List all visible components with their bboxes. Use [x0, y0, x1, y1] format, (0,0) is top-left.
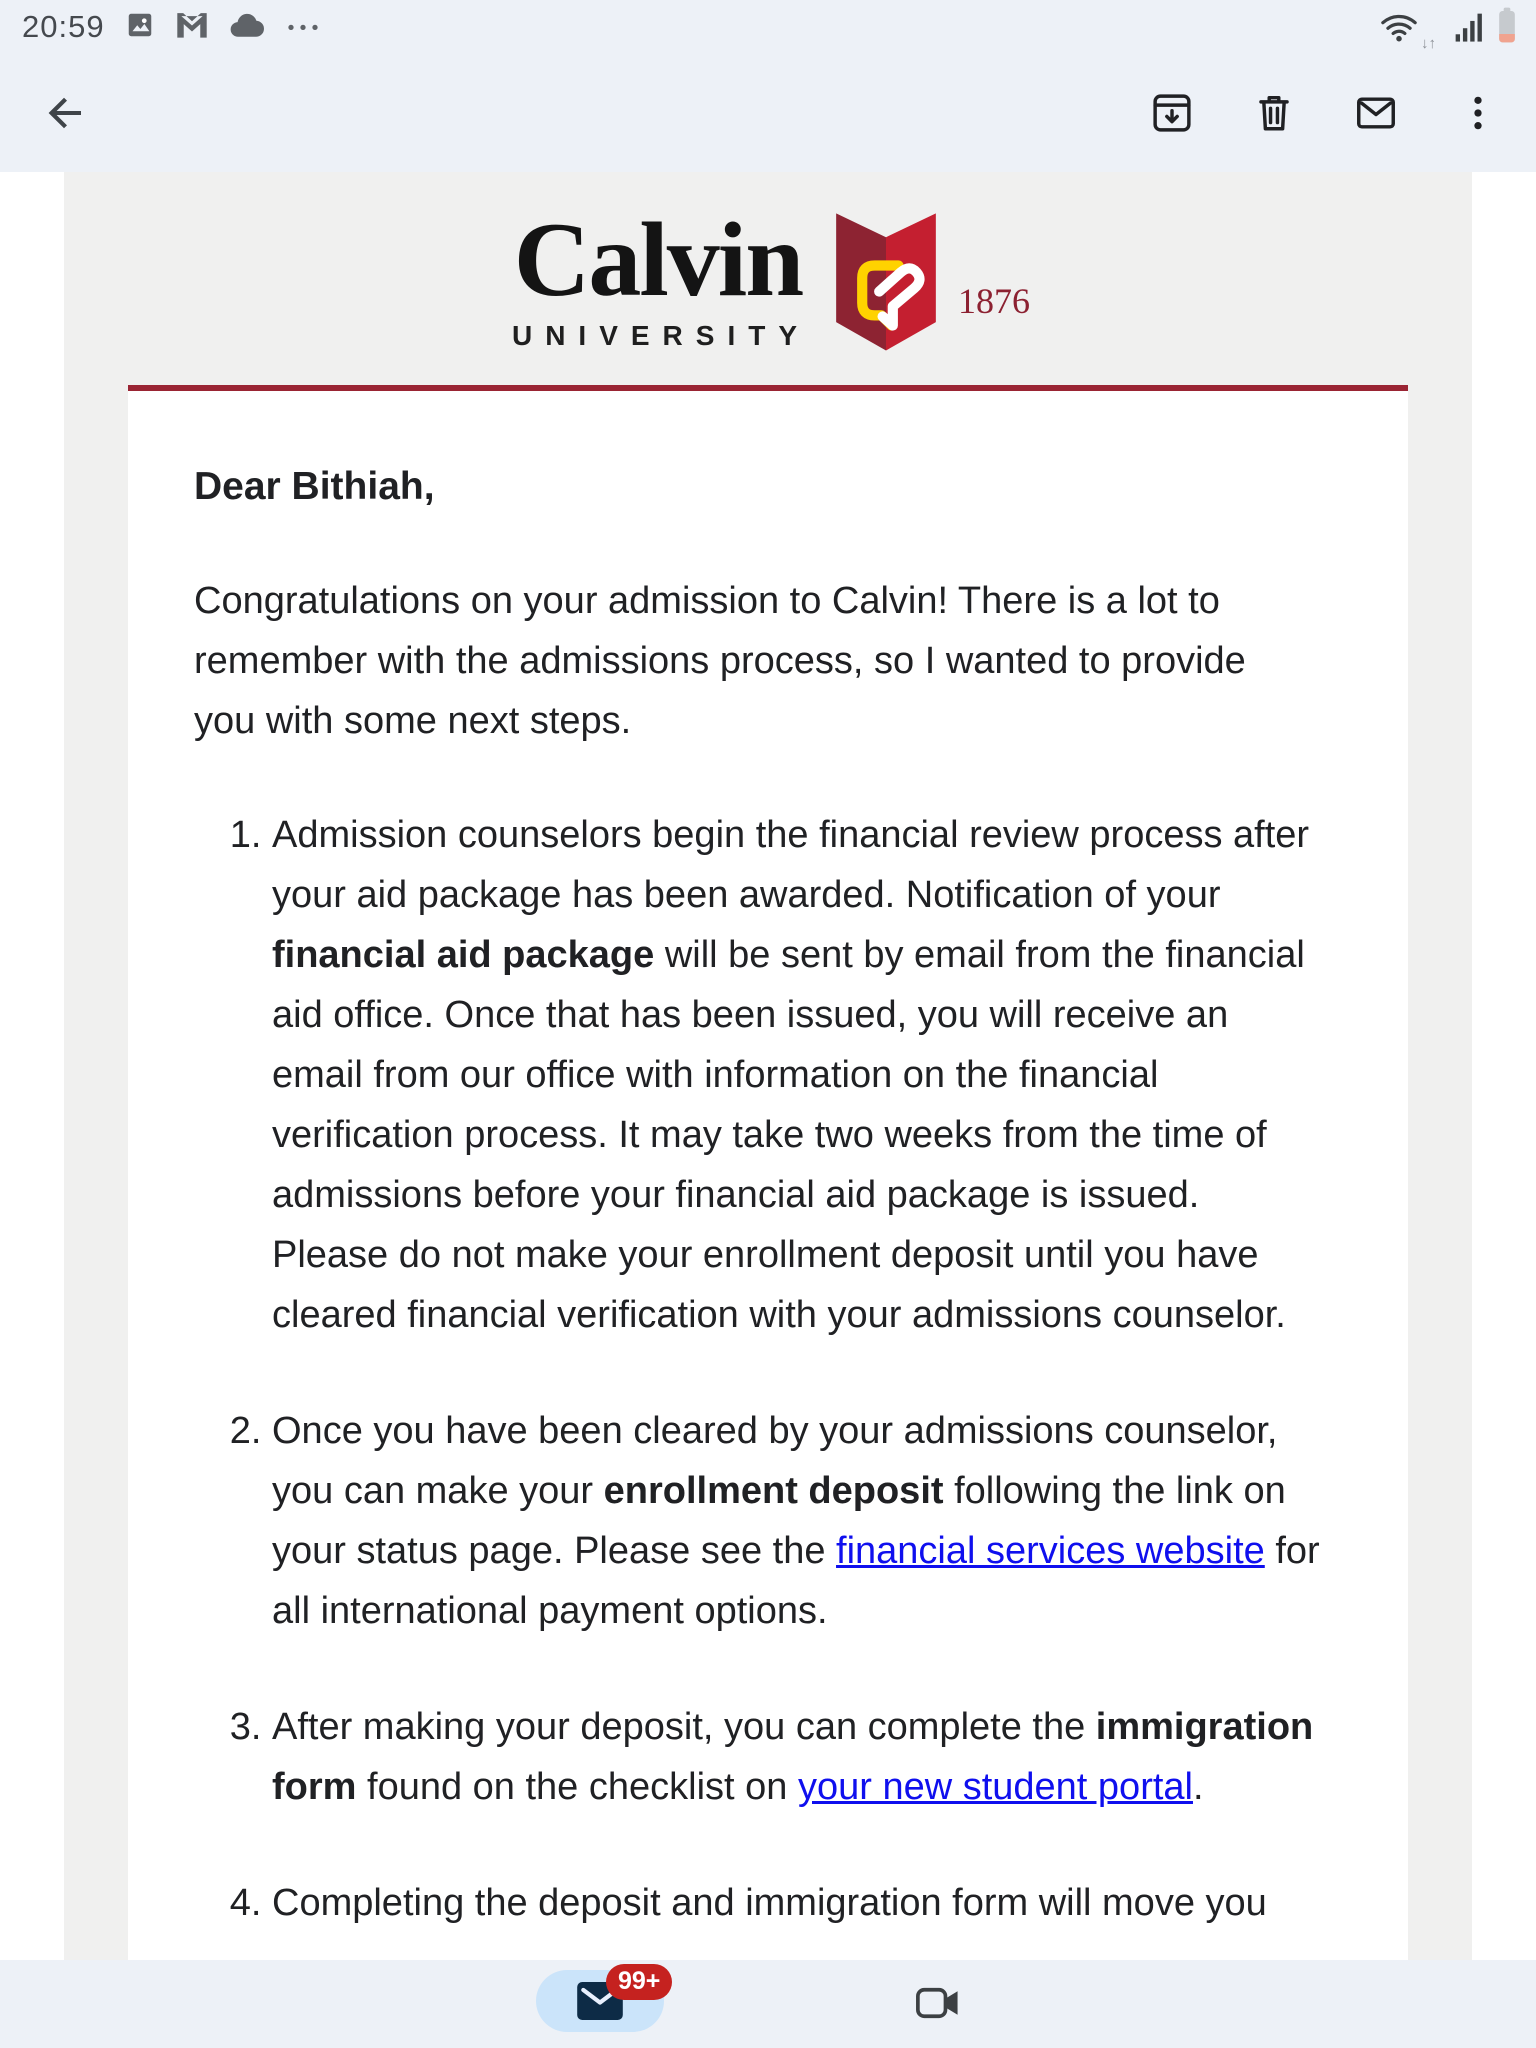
financial-services-link[interactable]: financial services website [836, 1530, 1265, 1572]
status-right [1379, 6, 1520, 52]
archive-button[interactable] [1144, 85, 1200, 141]
list-item-text: following the link on your status page. Please see the [272, 1470, 1286, 1572]
list-item [272, 1401, 1324, 1641]
status-bar [0, 0, 1536, 54]
university-label: UNIVERSITY [511, 320, 811, 351]
calvin-shield-icon [836, 210, 936, 355]
greeting: Dear Bithiah, [194, 465, 435, 508]
list-item-text: After making your deposit, you can complete the [272, 1706, 1096, 1748]
list-item-text: . [1192, 1766, 1204, 1808]
list-item-text: Completing the deposit and immigration form will move you [272, 1882, 1267, 1924]
bottom-navigation-bar [0, 1960, 1536, 2048]
clock: 20:59 [22, 9, 105, 44]
list-item-bold-text: financial aid package [272, 934, 655, 976]
mail-tab[interactable] [536, 1967, 664, 2032]
email-letter-body [128, 385, 1408, 2048]
list-item-text: Admission counselors begin the financial review process after your aid package has been awarded. Notification of your [272, 814, 1310, 916]
list-item-text: found on the checklist on [356, 1766, 798, 1808]
calvin-university-logo [64, 172, 1472, 385]
intro-paragraph: Congratulations on your admission to Calvin! There is a lot to remember with the admissions process, so I wanted to provide you with some next steps. [194, 580, 1246, 742]
list-item-text: Once you have been cleared by your admissions counselor, you can make your [272, 1410, 1278, 1512]
toolbar-actions [1144, 85, 1506, 141]
video-camera-icon [915, 1983, 961, 2023]
delete-button[interactable] [1246, 85, 1302, 141]
cellular-signal-icon [1454, 10, 1484, 49]
battery-low-icon [1494, 6, 1520, 49]
back-button[interactable] [36, 85, 92, 141]
more-notifications-ellipsis-icon [285, 12, 321, 43]
email-toolbar [0, 54, 1536, 172]
founding-year: 1876 [958, 281, 1031, 321]
meet-tab[interactable] [912, 1980, 964, 2026]
cloud-icon [229, 12, 265, 43]
status-left [22, 9, 321, 45]
wifi-icon [1379, 10, 1419, 49]
next-steps-list [194, 805, 1324, 1933]
unread-count-badge: 99+ [606, 1964, 672, 2000]
more-options-button[interactable] [1450, 85, 1506, 141]
email-content-scroll-area[interactable] [0, 172, 1536, 2048]
list-item-bold-text: enrollment deposit [603, 1470, 944, 1512]
logo-text-block [506, 201, 811, 352]
network-activity-arrows-icon: ↓↑ [1421, 34, 1436, 52]
list-item [272, 1873, 1324, 1933]
gmail-m-icon [175, 11, 209, 44]
mark-unread-button[interactable] [1348, 85, 1404, 141]
student-portal-link[interactable]: your new student portal [797, 1766, 1193, 1808]
list-item-bold-text: immigration form [272, 1706, 1314, 1808]
email-message-background [64, 172, 1472, 2048]
list-item-text: for all international payment options. [272, 1530, 1320, 1632]
calvin-wordmark: Calvin [513, 201, 803, 318]
list-item [272, 805, 1324, 1345]
photo-notification-icon [125, 10, 155, 45]
list-item-text: will be sent by email from the financial aid office. Once that has been issued, you will receive an email from our office with information on the financial verification process. It may take two weeks from the time of admissions before your financial aid package is issued. Please do not make your enrollment deposit until you have cleared financial verification with your admissions counselor. [272, 934, 1305, 1336]
list-item [272, 1697, 1324, 1817]
